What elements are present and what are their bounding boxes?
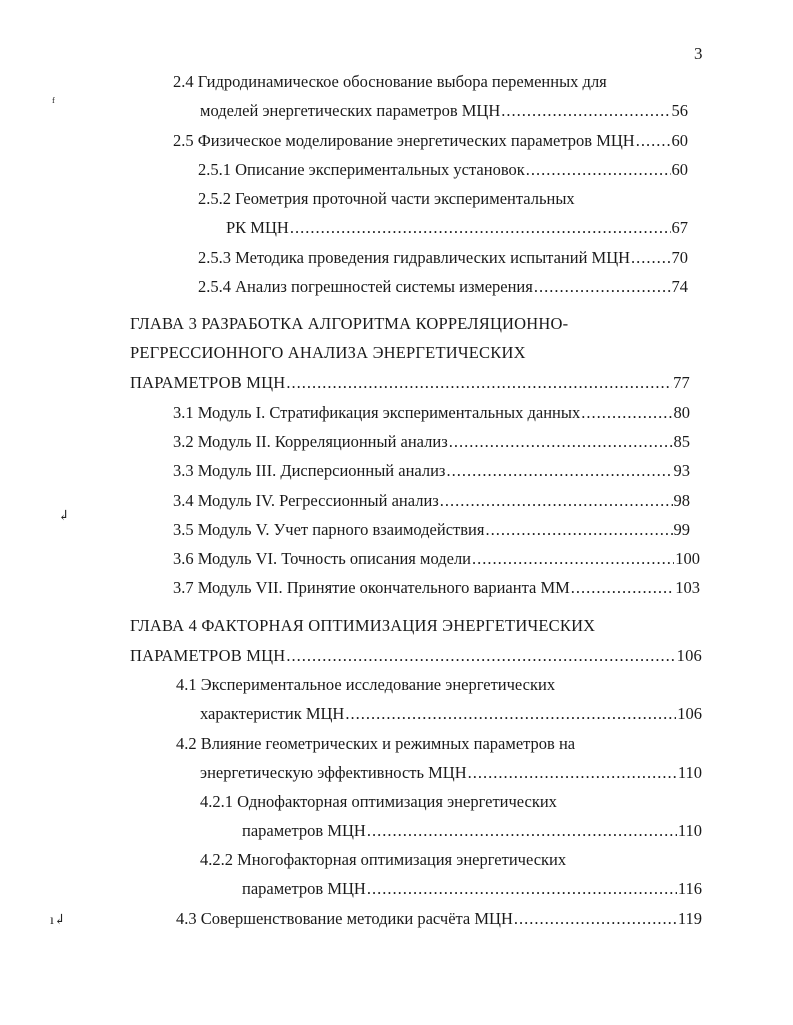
toc-leader — [514, 909, 677, 929]
toc-entry-page: 116 — [677, 879, 702, 898]
toc-leader — [485, 520, 672, 540]
toc-entry-page: 56 — [671, 101, 688, 120]
toc-entry[interactable] — [173, 578, 700, 598]
toc-leader — [345, 704, 676, 724]
toc-leader — [631, 248, 670, 268]
toc-entry-page: 80 — [673, 403, 690, 422]
toc-line: 4.1 Экспериментальное исследование энергетических — [176, 675, 556, 694]
toc-entry-title: 3.3 Модуль III. Дисперсионный анализ — [173, 461, 446, 480]
toc-entry-title: ПАРАМЕТРОВ МЦН — [130, 646, 286, 665]
toc-entry-page: 99 — [673, 520, 690, 539]
toc-entry[interactable] — [176, 909, 702, 929]
toc-leader — [367, 821, 677, 841]
toc-entry-title: 4.3 Совершенствование методики расчёта МЦН — [176, 909, 513, 928]
toc-entry-page: 67 — [671, 218, 688, 237]
toc-entry[interactable] — [198, 277, 688, 297]
toc-entry-title: характеристик МЦН — [200, 704, 345, 723]
toc-entry[interactable] — [200, 101, 688, 121]
toc-entry[interactable] — [173, 432, 690, 452]
toc-entry[interactable] — [242, 821, 702, 841]
toc-entry[interactable] — [130, 646, 702, 666]
toc-entry-page: 110 — [677, 821, 702, 840]
toc-leader — [581, 403, 672, 423]
toc-entry-title: моделей энергетических параметров МЦН — [200, 101, 501, 120]
toc-entry[interactable] — [173, 403, 690, 423]
toc-entry-page: 119 — [677, 909, 702, 928]
toc-entry-page: 103 — [675, 578, 700, 597]
toc-leader — [286, 646, 675, 666]
toc-line: 4.2 Влияние геометрических и режимных параметров на — [176, 734, 576, 753]
toc-entry[interactable] — [173, 520, 690, 540]
toc-entry-title: РК МЦН — [226, 218, 289, 237]
toc-entry-page: 74 — [671, 277, 688, 296]
toc-entry-title: 3.5 Модуль V. Учет парного взаимодействия — [173, 520, 485, 539]
toc-entry-page: 93 — [673, 461, 690, 480]
toc-entry-title: 2.5.3 Методика проведения гидравлических испытаний МЦН — [198, 248, 631, 267]
toc-line: 4.2.2 Многофакторная оптимизация энергетических — [200, 850, 567, 869]
toc-leader — [501, 101, 670, 121]
page-number: 3 — [694, 44, 703, 63]
toc-leader — [468, 763, 677, 783]
toc-leader — [440, 491, 673, 511]
toc-entry[interactable] — [173, 131, 688, 151]
toc-entry-title: 2.5.4 Анализ погрешностей системы измерения — [198, 277, 533, 296]
toc-entry-page: 98 — [673, 491, 690, 510]
scan-mark: ı↲ — [50, 913, 66, 928]
toc-entry-title: 3.1 Модуль I. Стратификация экспериментальных данных — [173, 403, 581, 422]
toc-entry[interactable] — [226, 218, 688, 238]
toc-entry-title: 3.6 Модуль VI. Точность описания модели — [173, 549, 472, 568]
toc-line: 2.4 Гидродинамическое обоснование выбора переменных для — [173, 72, 607, 91]
chapter-heading: РЕГРЕССИОННОГО АНАЛИЗА ЭНЕРГЕТИЧЕСКИХ — [130, 343, 526, 362]
toc-entry-page: 85 — [673, 432, 690, 451]
toc-entry[interactable] — [198, 248, 688, 268]
toc-entry[interactable] — [200, 704, 702, 724]
toc-entry-title: 3.2 Модуль II. Корреляционный анализ — [173, 432, 448, 451]
toc-leader — [534, 277, 671, 297]
toc-entry-page: 70 — [671, 248, 688, 267]
scan-mark: ↲ — [58, 509, 70, 524]
toc-entry[interactable] — [198, 160, 688, 180]
toc-entry-page: 60 — [671, 160, 688, 179]
toc-entry-page: 110 — [677, 763, 702, 782]
toc-entry-page: 106 — [677, 704, 702, 723]
toc-entry-title: параметров МЦН — [242, 879, 366, 898]
toc-leader — [571, 578, 674, 598]
toc-leader — [286, 373, 672, 393]
toc-leader — [526, 160, 671, 180]
scan-mark: ᶠ — [52, 96, 55, 111]
chapter-heading: ГЛАВА 4 ФАКТОРНАЯ ОПТИМИЗАЦИЯ ЭНЕРГЕТИЧЕСКИХ — [130, 616, 596, 635]
toc-leader — [449, 432, 673, 452]
toc-entry-title: 3.7 Модуль VII. Принятие окончательного варианта ММ — [173, 578, 570, 597]
toc-entry-title: ПАРАМЕТРОВ МЦН — [130, 373, 286, 392]
toc-leader — [290, 218, 671, 238]
toc-entry-page: 106 — [676, 646, 702, 665]
toc-entry-title: энергетическую эффективность МЦН — [200, 763, 467, 782]
toc-entry[interactable] — [173, 549, 700, 569]
toc-entry-page: 60 — [671, 131, 688, 150]
toc-entry-page: 77 — [673, 373, 690, 392]
toc-leader — [446, 461, 672, 481]
toc-entry-title: 2.5.1 Описание экспериментальных установок — [198, 160, 525, 179]
toc-entry[interactable] — [130, 373, 690, 393]
toc-entry[interactable] — [200, 763, 702, 783]
chapter-heading: ГЛАВА 3 РАЗРАБОТКА АЛГОРИТМА КОРРЕЛЯЦИОННО- — [130, 314, 569, 333]
toc-entry-title: 2.5 Физическое моделирование энергетических параметров МЦН — [173, 131, 635, 150]
toc-leader — [636, 131, 671, 151]
toc-entry[interactable] — [173, 491, 690, 511]
toc-entry-page: 100 — [675, 549, 700, 568]
toc-leader — [367, 879, 677, 899]
toc-entry[interactable] — [242, 879, 702, 899]
toc-leader — [472, 549, 674, 569]
toc-entry-title: 3.4 Модуль IV. Регрессионный анализ — [173, 491, 439, 510]
toc-entry-title: параметров МЦН — [242, 821, 366, 840]
toc-line: 2.5.2 Геометрия проточной части экспериментальных — [198, 189, 575, 208]
toc-entry[interactable] — [173, 461, 690, 481]
toc-line: 4.2.1 Однофакторная оптимизация энергетических — [200, 792, 557, 811]
